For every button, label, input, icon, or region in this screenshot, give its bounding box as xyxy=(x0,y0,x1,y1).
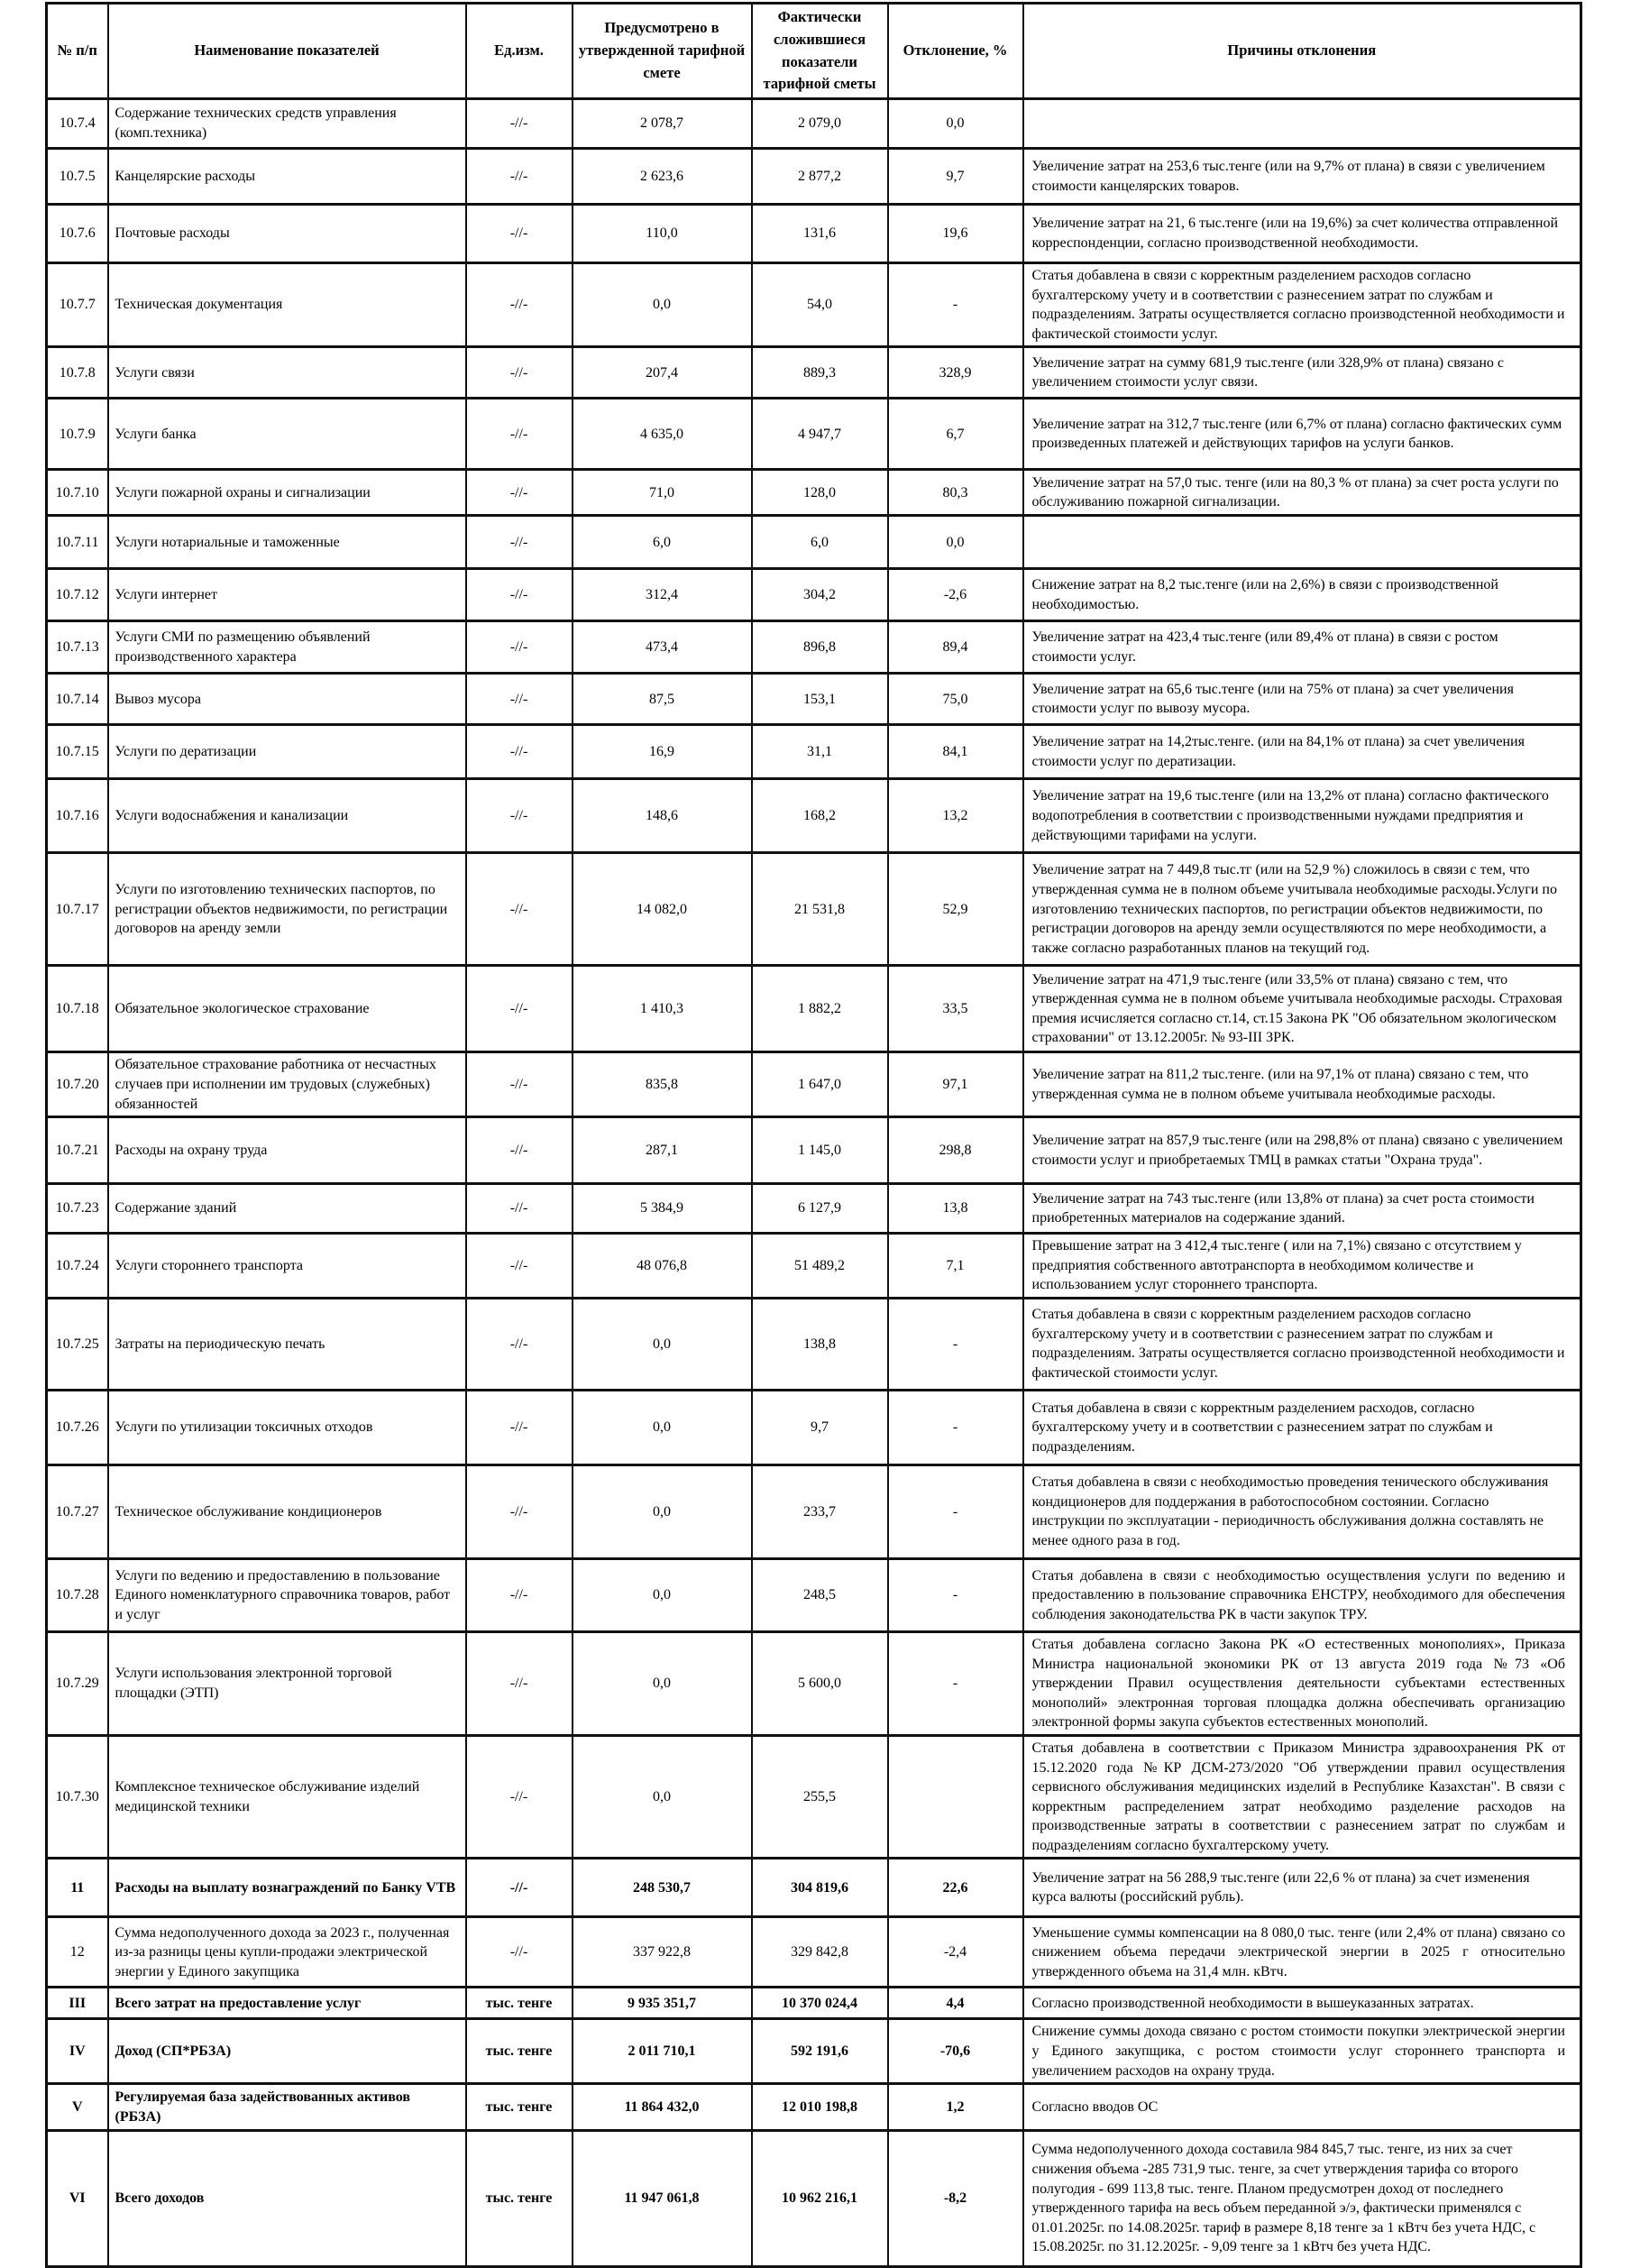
cell-deviation-percent xyxy=(888,1735,1023,1859)
cell-unit: -//- xyxy=(466,1184,573,1234)
cell-deviation-percent: -2,6 xyxy=(888,569,1023,621)
cell-row-number: 10.7.5 xyxy=(47,149,108,205)
cell-unit: -//- xyxy=(466,470,573,516)
table-row xyxy=(47,149,1581,205)
cell-unit: -//- xyxy=(466,1859,573,1917)
cell-indicator-name: Услуги по утилизации токсичных отходов xyxy=(108,1390,466,1465)
cell-deviation-percent: - xyxy=(888,1298,1023,1390)
cell-deviation-percent: - xyxy=(888,1390,1023,1465)
cell-actual-value: 2 079,0 xyxy=(752,99,888,149)
cell-planned-value: 2 623,6 xyxy=(573,149,752,205)
cell-deviation-reason: Увеличение затрат на 743 тыс.тенге (или 13,8% от плана) за счет роста стоимости приобретенных материалов на содержание зданий. xyxy=(1023,1184,1581,1234)
cell-actual-value: 10 962 216,1 xyxy=(752,2131,888,2267)
cell-unit: -//- xyxy=(466,1465,573,1558)
cell-actual-value: 168,2 xyxy=(752,779,888,853)
cell-unit: -//- xyxy=(466,1735,573,1859)
cell-deviation-reason: Уменьшение суммы компенсации на 8 080,0 тыс. тенге (или 2,4% от плана) связано со снижением объема передачи электрической энергии в 2025 г относительно утвержденного объема на 31,4 млн. кВтч. xyxy=(1023,1917,1581,1988)
cell-planned-value: 1 410,3 xyxy=(573,966,752,1052)
cell-row-number: 10.7.18 xyxy=(47,966,108,1052)
cell-planned-value: 9 935 351,7 xyxy=(573,1988,752,2019)
cell-planned-value: 0,0 xyxy=(573,1465,752,1558)
cell-deviation-reason: Статья добавлена в связи с корректным разделением расходов согласно бухгалтерскому учету и в соответствии с разнесением затрат по службам и подразделениям. Затраты осуществляется согласно производстенной необходимости и фактической стоимости услуг. xyxy=(1023,263,1581,347)
cell-unit: -//- xyxy=(466,1052,573,1117)
cell-actual-value: 12 010 198,8 xyxy=(752,2084,888,2131)
cell-deviation-percent: 52,9 xyxy=(888,853,1023,966)
cell-planned-value: 4 635,0 xyxy=(573,399,752,470)
col-header-actual: Фактически сложившиеся показатели тарифной сметы xyxy=(752,4,888,99)
cell-unit: -//- xyxy=(466,1558,573,1631)
cell-planned-value: 16,9 xyxy=(573,725,752,779)
cell-unit: -//- xyxy=(466,1117,573,1184)
cell-deviation-percent: -8,2 xyxy=(888,2131,1023,2267)
cell-planned-value: 110,0 xyxy=(573,205,752,263)
table-row xyxy=(47,1465,1581,1558)
cell-actual-value: 1 882,2 xyxy=(752,966,888,1052)
cell-indicator-name: Услуги использования электронной торговой площадки (ЭТП) xyxy=(108,1631,466,1735)
table-row xyxy=(47,99,1581,149)
cell-unit: -//- xyxy=(466,263,573,347)
cell-row-number: 10.7.27 xyxy=(47,1465,108,1558)
cell-indicator-name: Регулируемая база задействованных активов (РБЗА) xyxy=(108,2084,466,2131)
cell-indicator-name: Обязательное экологическое страхование xyxy=(108,966,466,1052)
cell-deviation-percent: 1,2 xyxy=(888,2084,1023,2131)
cell-deviation-reason: Согласно вводов ОС xyxy=(1023,2084,1581,2131)
cell-unit: -//- xyxy=(466,1234,573,1299)
tariff-deviation-table xyxy=(45,2,1582,2268)
cell-row-number: V xyxy=(47,2084,108,2131)
cell-actual-value: 304,2 xyxy=(752,569,888,621)
cell-deviation-reason: Увеличение затрат на 312,7 тыс.тенге (или 6,7% от плана) согласно фактических сумм произведенных платежей и действующих тарифов на услуги банков. xyxy=(1023,399,1581,470)
cell-indicator-name: Услуги СМИ по размещению объявлений производственного характера xyxy=(108,621,466,674)
cell-unit: тыс. тенге xyxy=(466,1988,573,2019)
table-row xyxy=(47,2019,1581,2084)
cell-planned-value: 0,0 xyxy=(573,1631,752,1735)
cell-unit: -//- xyxy=(466,99,573,149)
cell-indicator-name: Расходы на выплату вознаграждений по Банку VTB xyxy=(108,1859,466,1917)
cell-planned-value: 0,0 xyxy=(573,1390,752,1465)
cell-deviation-percent: - xyxy=(888,263,1023,347)
cell-actual-value: 10 370 024,4 xyxy=(752,1988,888,2019)
table-row xyxy=(47,1390,1581,1465)
cell-actual-value: 233,7 xyxy=(752,1465,888,1558)
cell-row-number: 10.7.17 xyxy=(47,853,108,966)
cell-indicator-name: Вывоз мусора xyxy=(108,674,466,725)
cell-indicator-name: Комплексное техническое обслуживание изделий медицинской техники xyxy=(108,1735,466,1859)
col-header-deviation: Отклонение, % xyxy=(888,4,1023,99)
cell-unit: -//- xyxy=(466,621,573,674)
col-header-row-number: № п/п xyxy=(47,4,108,99)
cell-planned-value: 11 864 432,0 xyxy=(573,2084,752,2131)
table-row xyxy=(47,674,1581,725)
col-header-planned: Предусмотрено в утвержденной тарифной смете xyxy=(573,4,752,99)
cell-planned-value: 0,0 xyxy=(573,1735,752,1859)
cell-row-number: 10.7.23 xyxy=(47,1184,108,1234)
cell-deviation-reason: Увеличение затрат на 7 449,8 тыс.тг (или на 52,9 %) сложилось в связи с тем, что утвержденная сумма не в полном объеме учитывала необходимые расходы.Услуги по изготовлению технических паспортов, по регистрации объектов недвижимости, по регистрации договоров на аренду земли осуществляются по мере необходимости, а также согласно разработанных планов на текущий год. xyxy=(1023,853,1581,966)
cell-unit: -//- xyxy=(466,1390,573,1465)
cell-deviation-reason: Статья добавлена в связи с необходимостью осуществления услуги по ведению и предоставлению в пользование справочника ЕНСТРУ, необходимого для обеспечения соблюдения законодательства РК в части закупок ТРУ. xyxy=(1023,1558,1581,1631)
cell-unit: -//- xyxy=(466,853,573,966)
cell-deviation-reason: Статья добавлена в связи с корректным разделением расходов, согласно бухгалтерскому учету и в соответствии с разнесением затрат по службам и подразделениям. xyxy=(1023,1390,1581,1465)
cell-indicator-name: Услуги пожарной охраны и сигнализации xyxy=(108,470,466,516)
cell-deviation-reason: Увеличение затрат на 21, 6 тыс.тенге (или на 19,6%) за счет количества отправленной корреспонденции, согласно производственной необходимости. xyxy=(1023,205,1581,263)
cell-indicator-name: Услуги нотариальные и таможенные xyxy=(108,516,466,569)
table-row xyxy=(47,1988,1581,2019)
cell-planned-value: 312,4 xyxy=(573,569,752,621)
table-row xyxy=(47,1631,1581,1735)
cell-indicator-name: Услуги банка xyxy=(108,399,466,470)
col-header-unit: Ед.изм. xyxy=(466,4,573,99)
cell-unit: -//- xyxy=(466,149,573,205)
cell-deviation-percent: 80,3 xyxy=(888,470,1023,516)
cell-unit: -//- xyxy=(466,516,573,569)
cell-actual-value: 51 489,2 xyxy=(752,1234,888,1299)
cell-row-number: 10.7.9 xyxy=(47,399,108,470)
cell-deviation-percent: 13,8 xyxy=(888,1184,1023,1234)
document-page xyxy=(45,2,1582,2268)
cell-actual-value: 21 531,8 xyxy=(752,853,888,966)
cell-row-number: 10.7.14 xyxy=(47,674,108,725)
cell-deviation-reason: Увеличение затрат на 857,9 тыс.тенге (или на 298,8% от плана) связано с увеличением стоимости услуг и приобретаемых ТМЦ в рамках статьи "Охрана труда". xyxy=(1023,1117,1581,1184)
cell-actual-value: 31,1 xyxy=(752,725,888,779)
cell-deviation-percent: 9,7 xyxy=(888,149,1023,205)
cell-deviation-reason: Статья добавлена в связи с необходимостью проведения тенического обслуживания кондиционеров для поддержания в работоспособном состоянии. Согласно инструкции по эксплуатации - периодичность обслуживания должна составлять не менее одного раза в год. xyxy=(1023,1465,1581,1558)
cell-actual-value: 6,0 xyxy=(752,516,888,569)
cell-planned-value: 248 530,7 xyxy=(573,1859,752,1917)
table-row xyxy=(47,263,1581,347)
cell-indicator-name: Содержание зданий xyxy=(108,1184,466,1234)
cell-deviation-reason: Согласно производственной необходимости в вышеуказанных затратах. xyxy=(1023,1988,1581,2019)
cell-row-number: 10.7.16 xyxy=(47,779,108,853)
cell-row-number: III xyxy=(47,1988,108,2019)
cell-deviation-reason xyxy=(1023,516,1581,569)
cell-deviation-percent: - xyxy=(888,1465,1023,1558)
cell-deviation-percent: 0,0 xyxy=(888,99,1023,149)
table-row xyxy=(47,853,1581,966)
cell-planned-value: 71,0 xyxy=(573,470,752,516)
cell-indicator-name: Техническая документация xyxy=(108,263,466,347)
cell-deviation-percent: -70,6 xyxy=(888,2019,1023,2084)
cell-indicator-name: Услуги связи xyxy=(108,347,466,399)
table-row xyxy=(47,205,1581,263)
cell-deviation-percent: 19,6 xyxy=(888,205,1023,263)
cell-row-number: 10.7.26 xyxy=(47,1390,108,1465)
cell-unit: -//- xyxy=(466,674,573,725)
cell-planned-value: 5 384,9 xyxy=(573,1184,752,1234)
cell-deviation-reason: Увеличение затрат на 65,6 тыс.тенге (или на 75% от плана) за счет увеличения стоимости услуг по вывозу мусора. xyxy=(1023,674,1581,725)
table-row xyxy=(47,966,1581,1052)
cell-indicator-name: Сумма недополученного дохода за 2023 г., полученная из-за разницы цены купли-продажи электрической энергии у Единого закупщика xyxy=(108,1917,466,1988)
cell-unit: -//- xyxy=(466,725,573,779)
cell-row-number: 10.7.4 xyxy=(47,99,108,149)
table-row xyxy=(47,470,1581,516)
cell-row-number: 10.7.25 xyxy=(47,1298,108,1390)
cell-planned-value: 14 082,0 xyxy=(573,853,752,966)
cell-actual-value: 2 877,2 xyxy=(752,149,888,205)
cell-deviation-percent: 298,8 xyxy=(888,1117,1023,1184)
table-row xyxy=(47,347,1581,399)
cell-deviation-percent: 97,1 xyxy=(888,1052,1023,1117)
table-row xyxy=(47,1117,1581,1184)
table-header xyxy=(47,4,1581,99)
header-row xyxy=(47,4,1581,99)
cell-actual-value: 128,0 xyxy=(752,470,888,516)
table-row xyxy=(47,2131,1581,2267)
cell-actual-value: 9,7 xyxy=(752,1390,888,1465)
cell-actual-value: 54,0 xyxy=(752,263,888,347)
cell-planned-value: 0,0 xyxy=(573,1298,752,1390)
cell-row-number: 10.7.21 xyxy=(47,1117,108,1184)
cell-deviation-percent: 13,2 xyxy=(888,779,1023,853)
cell-actual-value: 4 947,7 xyxy=(752,399,888,470)
table-row xyxy=(47,1234,1581,1299)
cell-indicator-name: Обязательное страхование работника от несчастных случаев при исполнении им трудовых (служебных) обязанностей xyxy=(108,1052,466,1117)
cell-row-number: 10.7.13 xyxy=(47,621,108,674)
cell-unit: тыс. тенге xyxy=(466,2131,573,2267)
cell-row-number: 11 xyxy=(47,1859,108,1917)
cell-actual-value: 889,3 xyxy=(752,347,888,399)
cell-deviation-percent: 84,1 xyxy=(888,725,1023,779)
cell-deviation-reason: Статья добавлена в соответствии с Приказом Министра здравоохранения РК от 15.12.2020 года №КР ДСМ-273/2020 "Об утверждении правил осуществления сервисного обслуживания медицинских изделий в Республике Казахстан". В связи с корректным распределением затрат необходимо разделение расходов на производственные затраты в соответствии с разнесением затрат по службам и подразделениям согласно бухгалтерскому учету. xyxy=(1023,1735,1581,1859)
cell-actual-value: 131,6 xyxy=(752,205,888,263)
table-row xyxy=(47,569,1581,621)
cell-actual-value: 304 819,6 xyxy=(752,1859,888,1917)
cell-deviation-percent: 6,7 xyxy=(888,399,1023,470)
cell-actual-value: 255,5 xyxy=(752,1735,888,1859)
table-row xyxy=(47,1052,1581,1117)
cell-deviation-percent: 22,6 xyxy=(888,1859,1023,1917)
cell-row-number: 10.7.29 xyxy=(47,1631,108,1735)
cell-row-number: 10.7.10 xyxy=(47,470,108,516)
cell-deviation-reason: Снижение суммы дохода связано с ростом стоимости покупки электрической энергии у Единого закупщика, с ростом стоимости услуг стороннего транспорта и увеличением расходов на охрану труда. xyxy=(1023,2019,1581,2084)
cell-indicator-name: Затраты на периодическую печать xyxy=(108,1298,466,1390)
table-row xyxy=(47,725,1581,779)
table-row xyxy=(47,1735,1581,1859)
cell-unit: -//- xyxy=(466,347,573,399)
cell-actual-value: 329 842,8 xyxy=(752,1917,888,1988)
cell-planned-value: 0,0 xyxy=(573,1558,752,1631)
cell-indicator-name: Почтовые расходы xyxy=(108,205,466,263)
cell-deviation-percent: - xyxy=(888,1631,1023,1735)
cell-unit: -//- xyxy=(466,1298,573,1390)
cell-row-number: 12 xyxy=(47,1917,108,1988)
table-body xyxy=(47,99,1581,2267)
cell-actual-value: 138,8 xyxy=(752,1298,888,1390)
cell-actual-value: 6 127,9 xyxy=(752,1184,888,1234)
cell-indicator-name: Услуги по изготовлению технических паспортов, по регистрации объектов недвижимости, по регистрации договоров на аренду земли xyxy=(108,853,466,966)
cell-unit: -//- xyxy=(466,399,573,470)
cell-indicator-name: Всего доходов xyxy=(108,2131,466,2267)
cell-row-number: 10.7.20 xyxy=(47,1052,108,1117)
cell-row-number: 10.7.8 xyxy=(47,347,108,399)
cell-row-number: VI xyxy=(47,2131,108,2267)
cell-row-number: 10.7.24 xyxy=(47,1234,108,1299)
table-row xyxy=(47,621,1581,674)
cell-planned-value: 2 011 710,1 xyxy=(573,2019,752,2084)
cell-planned-value: 6,0 xyxy=(573,516,752,569)
cell-deviation-percent: - xyxy=(888,1558,1023,1631)
cell-deviation-reason: Увеличение затрат на 19,6 тыс.тенге (или на 13,2% от плана) согласно фактического водопотребления в соответствии с производственными нуждами предприятия и действующими тарифами на услуги. xyxy=(1023,779,1581,853)
cell-indicator-name: Услуги по дератизации xyxy=(108,725,466,779)
cell-unit: -//- xyxy=(466,779,573,853)
cell-indicator-name: Услуги стороннего транспорта xyxy=(108,1234,466,1299)
cell-planned-value: 207,4 xyxy=(573,347,752,399)
cell-indicator-name: Услуги по ведению и предоставлению в пользование Единого номенклатурного справочника товаров, работ и услуг xyxy=(108,1558,466,1631)
cell-actual-value: 592 191,6 xyxy=(752,2019,888,2084)
table-row xyxy=(47,1558,1581,1631)
cell-deviation-reason: Увеличение затрат на 14,2тыс.тенге. (или на 84,1% от плана) за счет увеличения стоимости услуг по дератизации. xyxy=(1023,725,1581,779)
cell-row-number: 10.7.15 xyxy=(47,725,108,779)
cell-deviation-percent: -2,4 xyxy=(888,1917,1023,1988)
cell-actual-value: 1 145,0 xyxy=(752,1117,888,1184)
cell-actual-value: 153,1 xyxy=(752,674,888,725)
cell-planned-value: 48 076,8 xyxy=(573,1234,752,1299)
cell-unit: -//- xyxy=(466,205,573,263)
cell-indicator-name: Канцелярские расходы xyxy=(108,149,466,205)
cell-row-number: 10.7.11 xyxy=(47,516,108,569)
cell-indicator-name: Расходы на охрану труда xyxy=(108,1117,466,1184)
cell-row-number: 10.7.12 xyxy=(47,569,108,621)
cell-row-number: 10.7.7 xyxy=(47,263,108,347)
cell-deviation-percent: 33,5 xyxy=(888,966,1023,1052)
table-row xyxy=(47,1184,1581,1234)
cell-deviation-reason: Увеличение затрат на сумму 681,9 тыс.тенге (или 328,9% от плана) связано с увеличением стоимости услуг связи. xyxy=(1023,347,1581,399)
cell-deviation-reason: Увеличение затрат на 56 288,9 тыс.тенге (или 22,6 % от плана) за счет изменения курса валюты (российский рубль). xyxy=(1023,1859,1581,1917)
cell-deviation-reason: Увеличение затрат на 57,0 тыс. тенге (или на 80,3 % от плана) за счет роста услуги по обслуживанию пожарной сигнализации. xyxy=(1023,470,1581,516)
cell-row-number: 10.7.30 xyxy=(47,1735,108,1859)
table-row xyxy=(47,2084,1581,2131)
cell-deviation-reason: Статья добавлена в связи с корректным разделением расходов согласно бухгалтерскому учету и в соответствии с разнесением затрат по службам и подразделениям. Затраты осуществляется согласно производстенной необходимости и фактической стоимости услуг. xyxy=(1023,1298,1581,1390)
cell-deviation-reason: Превышение затрат на 3 412,4 тыс.тенге ( или на 7,1%) связано с отсутствием у предприятия собственного автотранспорта в необходимом количестве и использованием услуг стороннего транспорта. xyxy=(1023,1234,1581,1299)
table-row xyxy=(47,1917,1581,1988)
cell-actual-value: 5 600,0 xyxy=(752,1631,888,1735)
table-row xyxy=(47,516,1581,569)
cell-indicator-name: Услуги водоснабжения и канализации xyxy=(108,779,466,853)
table-row xyxy=(47,1298,1581,1390)
cell-deviation-percent: 0,0 xyxy=(888,516,1023,569)
cell-planned-value: 11 947 061,8 xyxy=(573,2131,752,2267)
cell-indicator-name: Всего затрат на предоставление услуг xyxy=(108,1988,466,2019)
cell-deviation-percent: 7,1 xyxy=(888,1234,1023,1299)
cell-row-number: IV xyxy=(47,2019,108,2084)
cell-actual-value: 896,8 xyxy=(752,621,888,674)
cell-indicator-name: Содержание технических средств управления (комп.техника) xyxy=(108,99,466,149)
cell-planned-value: 337 922,8 xyxy=(573,1917,752,1988)
table-row xyxy=(47,399,1581,470)
cell-actual-value: 1 647,0 xyxy=(752,1052,888,1117)
cell-row-number: 10.7.6 xyxy=(47,205,108,263)
col-header-indicator-name: Наименование показателей xyxy=(108,4,466,99)
cell-deviation-reason: Увеличение затрат на 811,2 тыс.тенге. (или на 97,1% от плана) связано с тем, что утвержденная сумма не в полном объеме учитывала необходимые расходы. xyxy=(1023,1052,1581,1117)
cell-unit: -//- xyxy=(466,569,573,621)
table-row xyxy=(47,1859,1581,1917)
cell-unit: тыс. тенге xyxy=(466,2019,573,2084)
cell-planned-value: 148,6 xyxy=(573,779,752,853)
col-header-reason: Причины отклонения xyxy=(1023,4,1581,99)
cell-actual-value: 248,5 xyxy=(752,1558,888,1631)
cell-indicator-name: Услуги интернет xyxy=(108,569,466,621)
cell-planned-value: 2 078,7 xyxy=(573,99,752,149)
cell-deviation-reason: Сумма недополученного дохода составила 984 845,7 тыс. тенге, из них за счет снижения объема -285 731,9 тыс. тенге, за счет утверждения тарифа со второго полугодия - 699 113,8 тыс. тенге. Планом предусмотрен доход от последнего утвержденного тарифа на весь объем переданной э/э, фактически применялся с 01.01.2025г. по 14.08.2025г. тариф в размере 8,18 тенге за 1 кВтч без учета НДС, с 15.08.2025г. по 31.12.2025г. - 9,09 тенге за 1 кВтч без учета НДС. xyxy=(1023,2131,1581,2267)
cell-planned-value: 0,0 xyxy=(573,263,752,347)
cell-planned-value: 287,1 xyxy=(573,1117,752,1184)
cell-deviation-percent: 89,4 xyxy=(888,621,1023,674)
cell-planned-value: 835,8 xyxy=(573,1052,752,1117)
cell-deviation-percent: 328,9 xyxy=(888,347,1023,399)
cell-row-number: 10.7.28 xyxy=(47,1558,108,1631)
cell-indicator-name: Техническое обслуживание кондиционеров xyxy=(108,1465,466,1558)
cell-deviation-reason: Статья добавлена согласно Закона РК «О естественных монополиях», Приказа Министра национальной экономики РК от 13 августа 2019 года №73 «Об утверждении Правил осуществления деятельности субъектами естественных монополий» электронная торговая площадка должна обеспечивать организацию электронной формы закупа субъектов естественных монополий. xyxy=(1023,1631,1581,1735)
cell-deviation-percent: 4,4 xyxy=(888,1988,1023,2019)
cell-deviation-reason: Снижение затрат на 8,2 тыс.тенге (или на 2,6%) в связи с производственной необходимостью. xyxy=(1023,569,1581,621)
table-row xyxy=(47,779,1581,853)
cell-deviation-reason xyxy=(1023,99,1581,149)
cell-unit: -//- xyxy=(466,1631,573,1735)
cell-deviation-reason: Увеличение затрат на 471,9 тыс.тенге (или 33,5% от плана) связано с тем, что утвержденная сумма не в полном объеме учитывала необходимые расходы. Страховая премия исчисляется согласно ст.14, ст.15 Закона РК "Об обязательном экологическом страховании" от 13.12.2005г. № 93-III ЗРК. xyxy=(1023,966,1581,1052)
cell-deviation-reason: Увеличение затрат на 253,6 тыс.тенге (или на 9,7% от плана) в связи с увеличением стоимости канцелярских товаров. xyxy=(1023,149,1581,205)
cell-deviation-percent: 75,0 xyxy=(888,674,1023,725)
cell-planned-value: 473,4 xyxy=(573,621,752,674)
cell-unit: -//- xyxy=(466,1917,573,1988)
cell-unit: -//- xyxy=(466,966,573,1052)
cell-unit: тыс. тенге xyxy=(466,2084,573,2131)
cell-deviation-reason: Увеличение затрат на 423,4 тыс.тенге (или 89,4% от плана) в связи с ростом стоимости услуг. xyxy=(1023,621,1581,674)
cell-planned-value: 87,5 xyxy=(573,674,752,725)
cell-indicator-name: Доход (СП*РБЗА) xyxy=(108,2019,466,2084)
